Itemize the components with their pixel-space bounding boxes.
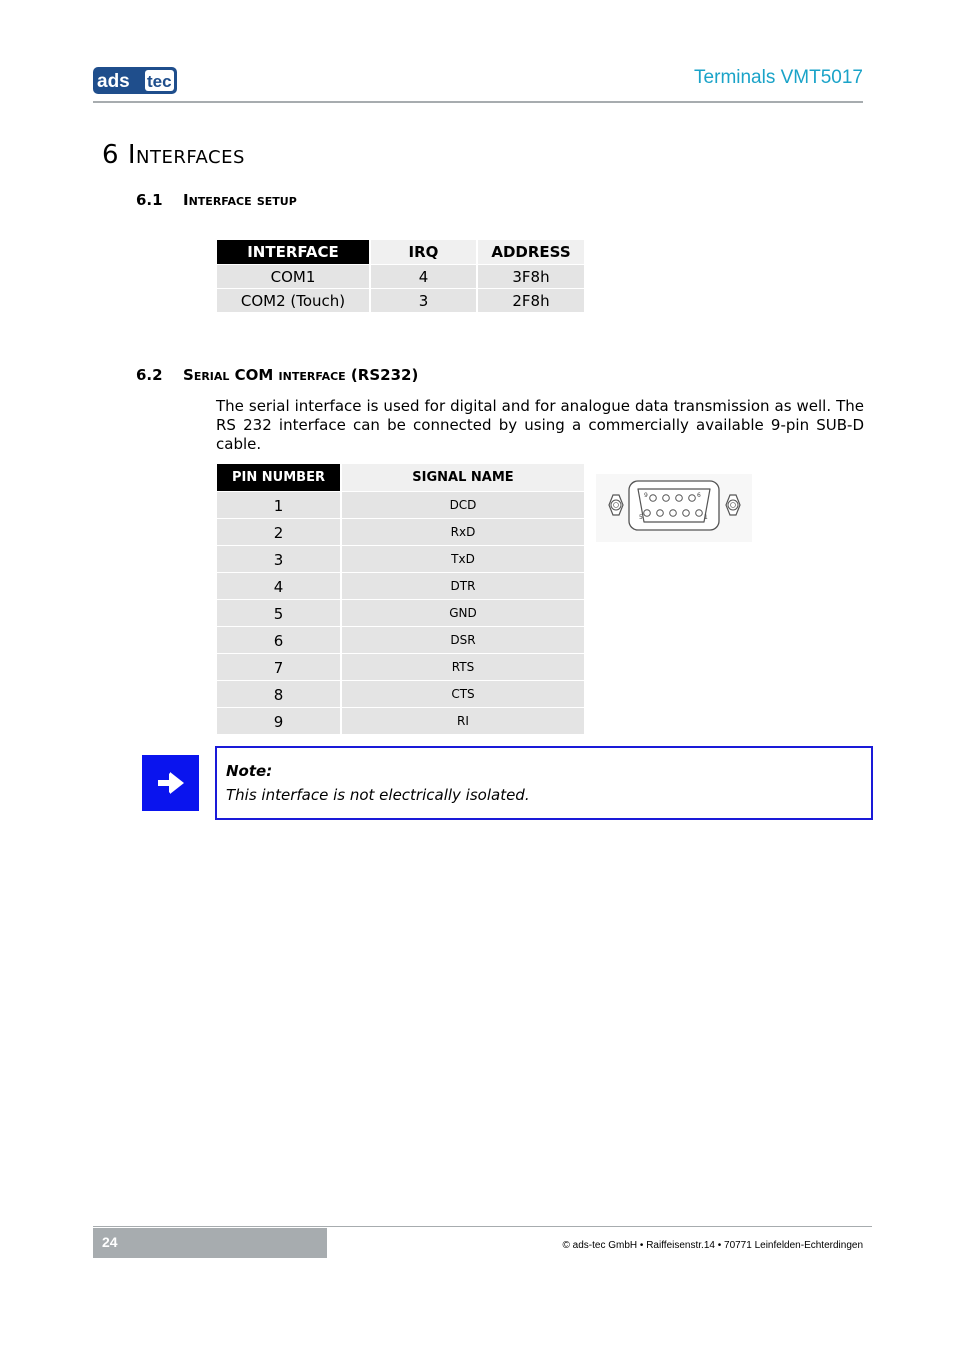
signal-cell: RTS <box>342 654 584 680</box>
section-number: 6 <box>102 140 120 170</box>
table-cell: 2F8h <box>478 289 584 312</box>
signal-cell: DSR <box>342 627 584 653</box>
table-row <box>217 708 584 734</box>
pin-label-5: 5 <box>639 514 643 521</box>
table-row <box>217 492 584 518</box>
arrow-right-icon <box>157 771 185 795</box>
pin-cell: 6 <box>217 627 340 653</box>
signal-cell: GND <box>342 600 584 626</box>
db9-connector-illustration <box>596 474 752 542</box>
signal-cell: RI <box>342 708 584 734</box>
table-cell: 3F8h <box>478 265 584 288</box>
table-header-row <box>217 240 584 264</box>
pin-label-6: 6 <box>697 492 701 499</box>
table-row <box>217 627 584 653</box>
ads-tec-logo <box>93 67 177 94</box>
column-header: SIGNAL NAME <box>342 464 584 491</box>
pin-cell: 5 <box>217 600 340 626</box>
header-divider <box>93 101 863 103</box>
pin-cell: 1 <box>217 492 340 518</box>
subsection-title-part: erial <box>193 366 235 384</box>
interface-table <box>215 239 586 313</box>
note-title: Note: <box>226 762 273 780</box>
subsection-number: 6.1 <box>136 191 163 209</box>
subsection-title-rest: nterface setup <box>188 191 297 209</box>
svg-text:ads: ads <box>97 71 130 92</box>
signal-cell: CTS <box>342 681 584 707</box>
table-row <box>217 654 584 680</box>
pin-cell: 7 <box>217 654 340 680</box>
pin-cell: 9 <box>217 708 340 734</box>
pin-cell: 2 <box>217 519 340 545</box>
subsection-title-part: COM <box>234 366 274 384</box>
table-row <box>217 681 584 707</box>
table-cell: COM1 <box>217 265 369 288</box>
column-header: IRQ <box>371 240 476 264</box>
subsection-title-part: (RS232) <box>350 366 419 384</box>
table-row <box>217 289 584 312</box>
pin-cell: 3 <box>217 546 340 572</box>
column-header: ADDRESS <box>478 240 584 264</box>
subsection-heading-interface-setup <box>136 191 297 209</box>
subsection-number: 6.2 <box>136 366 163 384</box>
signal-cell: TxD <box>342 546 584 572</box>
table-cell: 4 <box>371 265 476 288</box>
footer-divider <box>93 1226 872 1227</box>
section-heading <box>102 140 245 170</box>
body-paragraph: The serial interface is used for digital and for analogue data transmission as well. The RS 232 interface can be connected by using a commercially available 9-pin SUB-D cable. <box>216 397 864 453</box>
table-row <box>217 265 584 288</box>
pin-cell: 8 <box>217 681 340 707</box>
section-title-first: I <box>127 140 136 170</box>
table-row <box>217 573 584 599</box>
signal-cell: RxD <box>342 519 584 545</box>
subsection-heading-serial-com <box>136 366 418 384</box>
subsection-title-first: I <box>183 191 189 209</box>
pin-table <box>215 463 586 735</box>
signal-cell: DTR <box>342 573 584 599</box>
pin-cell: 4 <box>217 573 340 599</box>
table-cell: COM2 (Touch) <box>217 289 369 312</box>
svg-text:tec: tec <box>147 72 172 91</box>
column-header: PIN NUMBER <box>217 464 340 491</box>
pin-label-1: 1 <box>704 514 708 521</box>
signal-cell: DCD <box>342 492 584 518</box>
table-row <box>217 519 584 545</box>
footer-copyright: © ads-tec GmbH • Raiffeisenstr.14 • 70771 Leinfelden-Echterdingen <box>562 1240 863 1251</box>
table-header-row <box>217 464 584 491</box>
section-title-rest: nterfaces <box>135 140 245 170</box>
table-cell: 3 <box>371 289 476 312</box>
column-header: INTERFACE <box>217 240 369 264</box>
table-row <box>217 546 584 572</box>
note-icon-box <box>142 755 199 811</box>
note-text: This interface is not electrically isolated. <box>226 786 530 804</box>
table-row <box>217 600 584 626</box>
page-number: 24 <box>102 1234 118 1250</box>
subsection-title-part: S <box>183 366 194 384</box>
footer-page-bar <box>93 1228 327 1258</box>
note-box <box>215 746 873 820</box>
pin-label-9: 9 <box>644 492 648 499</box>
header-title: Terminals VMT5017 <box>694 67 863 88</box>
subsection-title-part: interface <box>273 366 351 384</box>
